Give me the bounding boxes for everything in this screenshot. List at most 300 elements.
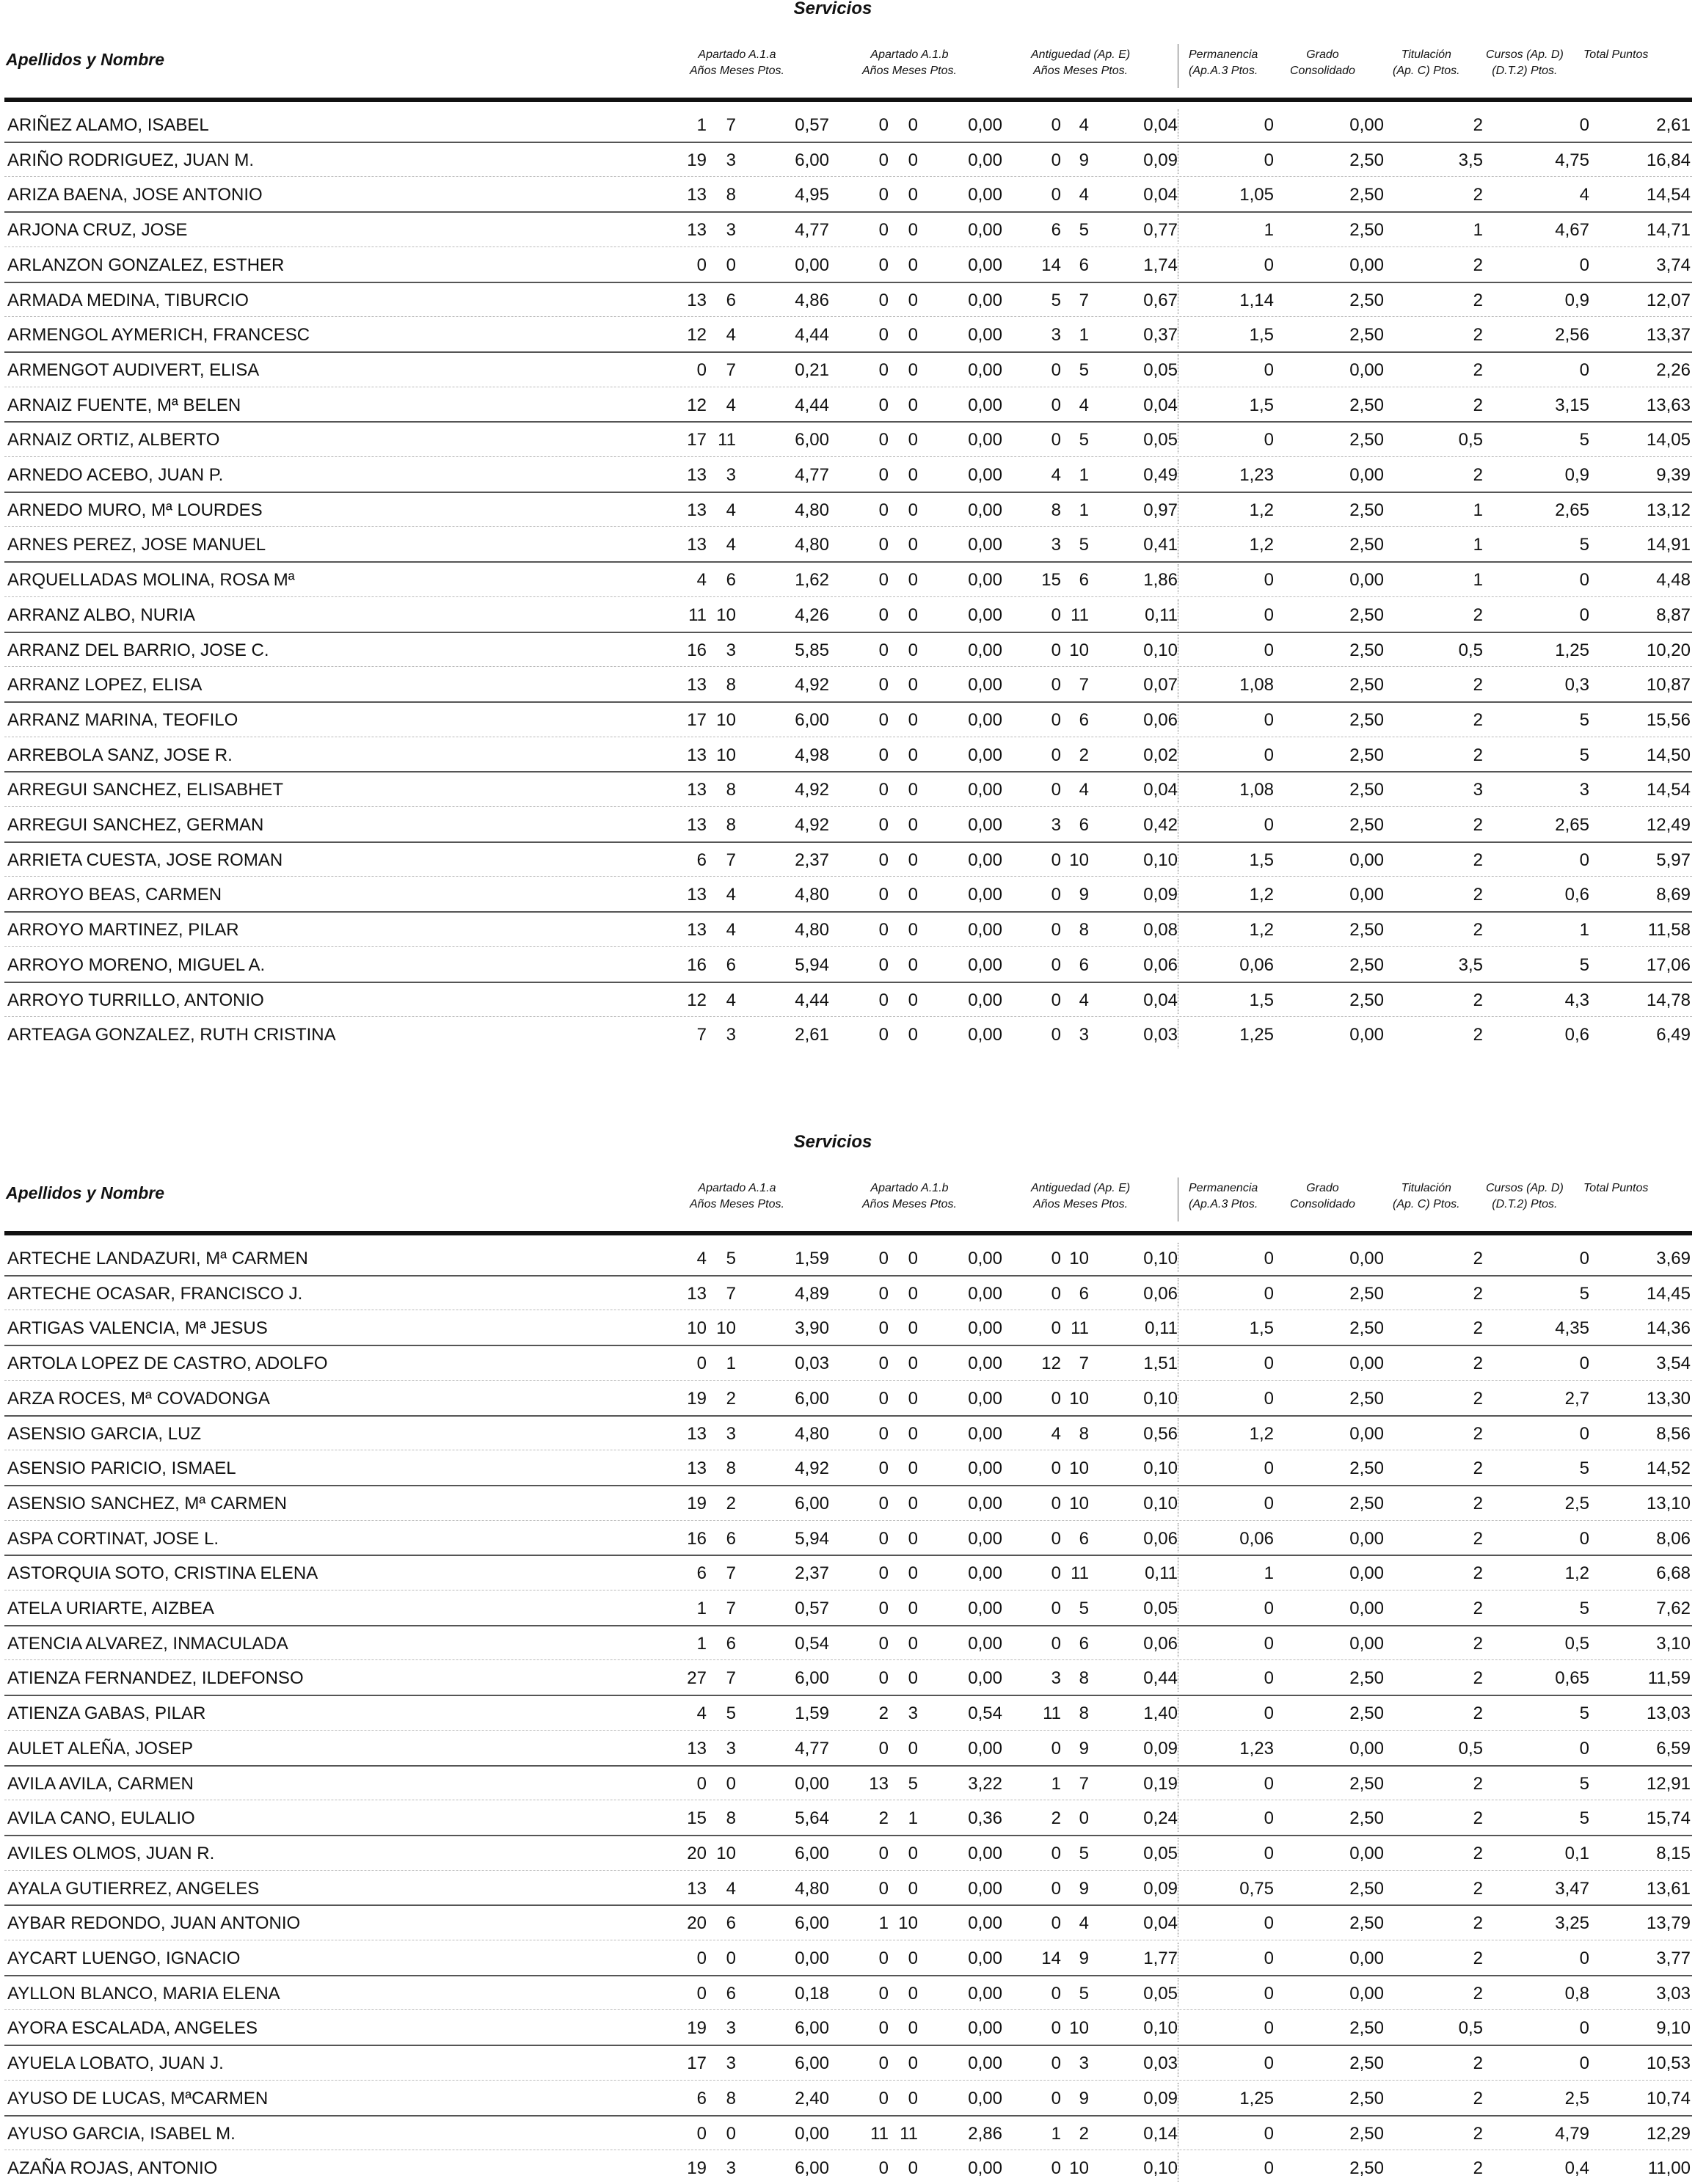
- cell-a1a-years: 7: [696, 1025, 707, 1045]
- cell-a1b-years: 0: [878, 2018, 889, 2039]
- cell-grado: 0,00: [1349, 1563, 1384, 1584]
- cell-antig-years: 0: [1051, 1878, 1061, 1899]
- cell-cursos: 5: [1579, 1703, 1589, 1724]
- cell-total: 10,20: [1646, 640, 1691, 660]
- cell-total: 14,78: [1646, 990, 1691, 1010]
- cell-antig-months: 9: [1079, 150, 1089, 170]
- table-row: [4, 2009, 1692, 2044]
- cell-antig-points: 0,09: [1143, 2088, 1178, 2108]
- cell-titulacion: 2: [1473, 885, 1483, 905]
- cell-antig-points: 0,67: [1143, 290, 1178, 310]
- cell-a1b-months: 0: [908, 465, 918, 485]
- cell-antig-years: 0: [1051, 430, 1061, 450]
- cell-name: AULET ALEÑA, JOSEP: [7, 1738, 193, 1758]
- cell-a1a-months: 8: [726, 1458, 736, 1479]
- cell-a1a-months: 8: [726, 1808, 736, 1829]
- cell-total: 13,03: [1646, 1703, 1691, 1724]
- cell-name: ASPA CORTINAT, JOSE L.: [7, 1528, 219, 1549]
- cell-total: 10,53: [1646, 2053, 1691, 2074]
- cell-titulacion: 0,5: [1458, 640, 1483, 660]
- cell-antig-points: 0,08: [1143, 920, 1178, 941]
- cell-antig-years: 0: [1051, 1913, 1061, 1934]
- cell-antig-months: 5: [1079, 1843, 1089, 1863]
- cell-a1b-months: 3: [908, 1703, 918, 1724]
- cell-antig-years: 14: [1041, 1949, 1061, 1968]
- cell-permanencia: 0: [1264, 1773, 1274, 1794]
- cell-cursos: 3: [1579, 780, 1589, 800]
- cell-total: 3,69: [1656, 1249, 1691, 1268]
- cell-titulacion: 0,5: [1458, 2018, 1483, 2039]
- cell-antig-months: 9: [1079, 1949, 1089, 1968]
- row-separator: [4, 1016, 1692, 1017]
- row-separator: [4, 2009, 1692, 2010]
- cell-a1b-months: 0: [908, 1493, 918, 1513]
- cell-antig-points: 0,11: [1145, 605, 1178, 625]
- cell-permanencia: 0: [1264, 570, 1274, 591]
- cell-antig-points: 0,49: [1143, 465, 1178, 485]
- header-permanencia: Permanencia (Ap.A.3 Ptos.: [1189, 1182, 1258, 1210]
- cell-a1b-months: 0: [908, 1458, 918, 1479]
- row-separator: [4, 806, 1692, 807]
- cell-a1a-months: 10: [716, 605, 736, 625]
- cell-name: AVILA AVILA, CARMEN: [7, 1773, 194, 1794]
- cell-titulacion: 1: [1473, 570, 1483, 591]
- cell-cursos: 2,5: [1564, 2088, 1589, 2108]
- row-separator: [4, 561, 1692, 563]
- cell-titulacion: 2: [1473, 920, 1483, 941]
- cell-grado: 2,50: [1349, 395, 1384, 415]
- row-separator: [4, 456, 1692, 457]
- cell-a1a-months: 4: [726, 500, 736, 520]
- cell-a1b-years: 0: [878, 640, 889, 660]
- cell-a1a-points: 0,00: [795, 1773, 829, 1794]
- cell-total: 17,06: [1646, 954, 1691, 975]
- cell-a1a-years: 10: [687, 1318, 707, 1339]
- cell-a1a-months: 5: [726, 1249, 736, 1268]
- cell-a1b-points: 0,00: [968, 1423, 1002, 1444]
- table-row: [4, 561, 1692, 596]
- cell-titulacion: 2: [1473, 990, 1483, 1010]
- cell-titulacion: 2: [1473, 850, 1483, 870]
- cell-a1b-months: 0: [908, 885, 918, 905]
- cell-total: 14,05: [1646, 430, 1691, 450]
- cell-a1b-months: 0: [908, 325, 918, 346]
- cell-grado: 2,50: [1349, 2053, 1384, 2074]
- table-row: [4, 1904, 1692, 1939]
- cell-total: 3,10: [1656, 1633, 1691, 1654]
- cell-a1a-months: 7: [726, 359, 736, 380]
- cell-a1a-points: 5,85: [795, 640, 829, 660]
- cell-total: 6,68: [1656, 1563, 1691, 1584]
- cell-grado: 0,00: [1349, 1599, 1384, 1618]
- table-row: [4, 1415, 1692, 1450]
- cell-titulacion: 2: [1473, 1458, 1483, 1479]
- cell-name: ARTEAGA GONZALEZ, RUTH CRISTINA: [7, 1025, 336, 1045]
- cell-antig-months: 1: [1079, 500, 1089, 520]
- cell-permanencia: 1,23: [1239, 1738, 1274, 1758]
- row-separator: [4, 1520, 1692, 1521]
- cell-a1a-points: 4,92: [795, 780, 829, 800]
- cell-a1a-years: 4: [696, 570, 707, 591]
- cell-grado: 0,00: [1349, 1528, 1384, 1549]
- cell-a1b-points: 0,00: [968, 850, 1002, 870]
- cell-a1b-years: 0: [878, 2053, 889, 2074]
- cell-permanencia: 1,5: [1249, 850, 1274, 870]
- cell-antig-months: 7: [1079, 1773, 1089, 1794]
- cell-total: 8,69: [1656, 885, 1691, 905]
- cell-name: AYALA GUTIERREZ, ANGELES: [7, 1878, 260, 1899]
- cell-antig-points: 0,09: [1143, 1878, 1178, 1899]
- cell-a1a-months: 3: [726, 2018, 736, 2039]
- cell-cursos: 4,75: [1555, 150, 1589, 170]
- header-antiguedad: Antiguedad (Ap. E) Años Meses Ptos.: [1031, 48, 1131, 77]
- cell-permanencia: 1: [1264, 1563, 1274, 1584]
- cell-cursos: 1: [1579, 920, 1589, 941]
- cell-name: ATELA URIARTE, AIZBEA: [7, 1599, 214, 1618]
- cell-a1b-points: 0,00: [968, 150, 1002, 170]
- cell-antig-months: 2: [1079, 2123, 1089, 2144]
- cell-titulacion: 0,5: [1458, 1738, 1483, 1758]
- table-row: [4, 1695, 1692, 1729]
- cell-a1a-months: 3: [726, 1025, 736, 1045]
- cell-a1b-years: 0: [878, 815, 889, 835]
- cell-grado: 0,00: [1349, 1843, 1384, 1863]
- table-row: [4, 2045, 1692, 2079]
- cell-a1a-months: 8: [726, 2088, 736, 2108]
- cell-a1a-points: 1,62: [795, 570, 829, 591]
- cell-name: ARMADA MEDINA, TIBURCIO: [7, 290, 249, 310]
- cell-a1b-years: 0: [878, 1318, 889, 1339]
- cell-a1b-points: 0,00: [968, 1913, 1002, 1934]
- cell-cursos: 0: [1579, 1423, 1589, 1444]
- cell-antig-points: 0,05: [1143, 1983, 1178, 2004]
- cell-permanencia: 0,06: [1239, 954, 1274, 975]
- cell-name: AYBAR REDONDO, JUAN ANTONIO: [7, 1913, 301, 1934]
- cell-a1a-points: 4,86: [795, 290, 829, 310]
- cell-antig-years: 1: [1051, 1773, 1061, 1794]
- cell-a1b-years: 0: [878, 325, 889, 346]
- cell-titulacion: 2: [1473, 359, 1483, 380]
- cell-permanencia: 0: [1264, 1458, 1274, 1479]
- cell-a1a-points: 6,00: [795, 2158, 829, 2179]
- cell-antig-months: 1: [1079, 465, 1089, 485]
- cell-antig-points: 0,56: [1143, 1423, 1178, 1444]
- cell-grado: 0,00: [1349, 1738, 1384, 1758]
- cell-a1b-points: 0,00: [968, 115, 1002, 135]
- cell-name: ARNAIZ ORTIZ, ALBERTO: [7, 430, 220, 450]
- cell-permanencia: 0: [1264, 1808, 1274, 1829]
- cell-name: AYUELA LOBATO, JUAN J.: [7, 2053, 224, 2074]
- header-grado: Grado Consolidado: [1290, 48, 1355, 77]
- cell-permanencia: 1,08: [1239, 675, 1274, 695]
- cell-total: 14,36: [1646, 1318, 1691, 1339]
- cell-a1a-months: 4: [726, 920, 736, 941]
- cell-total: 8,87: [1656, 605, 1691, 625]
- cell-titulacion: 2: [1473, 1843, 1483, 1863]
- cell-grado: 2,50: [1349, 185, 1384, 205]
- table-row: [4, 737, 1692, 771]
- cell-grado: 2,50: [1349, 535, 1384, 555]
- header-antiguedad: Antiguedad (Ap. E) Años Meses Ptos.: [1031, 1182, 1131, 1210]
- cell-a1b-months: 0: [908, 185, 918, 205]
- cell-total: 14,54: [1646, 185, 1691, 205]
- cell-permanencia: 1,2: [1249, 920, 1274, 941]
- cell-permanencia: 0: [1264, 745, 1274, 765]
- table-row: [4, 2150, 1692, 2184]
- cell-a1b-months: 10: [898, 1913, 918, 1934]
- header-grado: Grado Consolidado: [1290, 1182, 1355, 1210]
- row-separator: [4, 1975, 1692, 1976]
- cell-a1a-points: 4,80: [795, 1423, 829, 1444]
- cell-permanencia: 0,75: [1239, 1878, 1274, 1899]
- cell-grado: 2,50: [1349, 290, 1384, 310]
- cell-a1a-points: 2,61: [795, 1025, 829, 1045]
- cell-cursos: 0: [1579, 115, 1589, 135]
- cell-a1a-points: 4,77: [795, 1738, 829, 1758]
- cell-grado: 2,50: [1349, 675, 1384, 695]
- row-separator: [4, 1904, 1692, 1906]
- cell-total: 12,91: [1646, 1773, 1691, 1794]
- cell-a1a-months: 6: [726, 1528, 736, 1549]
- cell-a1b-months: 0: [908, 1633, 918, 1654]
- cell-a1b-years: 0: [878, 465, 889, 485]
- cell-total: 8,15: [1656, 1843, 1691, 1863]
- cell-total: 13,30: [1646, 1388, 1691, 1409]
- cell-name: ATENCIA ALVAREZ, INMACULADA: [7, 1633, 288, 1654]
- cell-permanencia: 1,14: [1239, 290, 1274, 310]
- cell-antig-points: 0,06: [1143, 954, 1178, 975]
- cell-antig-points: 0,42: [1143, 815, 1178, 835]
- cell-a1a-months: 1: [726, 1354, 736, 1374]
- cell-permanencia: 0: [1264, 2158, 1274, 2179]
- cell-permanencia: 0: [1264, 1283, 1274, 1304]
- cell-antig-months: 6: [1079, 954, 1089, 975]
- cell-cursos: 5: [1579, 1599, 1589, 1618]
- cell-grado: 0,00: [1349, 255, 1384, 275]
- cell-a1b-points: 0,00: [968, 1599, 1002, 1618]
- table-row: [4, 632, 1692, 666]
- cell-a1b-years: 1: [878, 1913, 889, 1934]
- cell-cursos: 5: [1579, 709, 1589, 730]
- cell-a1b-years: 0: [878, 1388, 889, 1409]
- cell-antig-points: 0,19: [1143, 1773, 1178, 1794]
- cell-antig-years: 0: [1051, 2018, 1061, 2039]
- cell-a1a-points: 6,00: [795, 1493, 829, 1513]
- cell-a1b-months: 0: [908, 1668, 918, 1689]
- cell-a1a-points: 0,00: [795, 255, 829, 275]
- cell-a1a-years: 0: [696, 1773, 707, 1794]
- cell-titulacion: 2: [1473, 1493, 1483, 1513]
- table-row: [4, 316, 1692, 351]
- cell-a1a-years: 16: [687, 954, 707, 975]
- cell-permanencia: 0: [1264, 709, 1274, 730]
- cell-antig-points: 0,10: [1143, 640, 1178, 660]
- cell-antig-years: 0: [1051, 1249, 1061, 1268]
- cell-permanencia: 0: [1264, 359, 1274, 380]
- cell-a1a-years: 1: [696, 115, 707, 135]
- cell-antig-points: 0,06: [1143, 1283, 1178, 1304]
- cell-a1b-months: 0: [908, 1599, 918, 1618]
- cell-a1a-points: 4,26: [795, 605, 829, 625]
- cell-a1b-years: 0: [878, 1563, 889, 1584]
- table-row: [4, 982, 1692, 1016]
- cell-a1a-months: 7: [726, 1283, 736, 1304]
- cell-titulacion: 2: [1473, 115, 1483, 135]
- cell-permanencia: 0: [1264, 150, 1274, 170]
- cell-antig-years: 0: [1051, 395, 1061, 415]
- cell-total: 12,29: [1646, 2123, 1691, 2144]
- cell-antig-points: 0,06: [1143, 709, 1178, 730]
- cell-a1b-points: 0,00: [968, 500, 1002, 520]
- cell-grado: 2,50: [1349, 2018, 1384, 2039]
- cell-antig-years: 1: [1051, 2123, 1061, 2144]
- cell-antig-months: 10: [1069, 640, 1089, 660]
- cell-antig-years: 6: [1051, 220, 1061, 241]
- cell-a1b-points: 0,00: [968, 359, 1002, 380]
- cell-grado: 0,00: [1349, 1423, 1384, 1444]
- cell-grado: 2,50: [1349, 815, 1384, 835]
- cell-titulacion: 2: [1473, 1668, 1483, 1689]
- cell-a1a-years: 13: [687, 1738, 707, 1758]
- cell-a1a-years: 13: [687, 1423, 707, 1444]
- cell-antig-months: 5: [1079, 220, 1089, 241]
- table-row: [4, 1835, 1692, 1869]
- cell-a1b-years: 0: [878, 2158, 889, 2179]
- table-row: [4, 387, 1692, 421]
- cell-a1a-months: 3: [726, 220, 736, 241]
- cell-cursos: 0: [1579, 1949, 1589, 1968]
- cell-total: 14,52: [1646, 1458, 1691, 1479]
- cell-cursos: 2,7: [1564, 1388, 1589, 1409]
- cell-a1a-months: 10: [716, 709, 736, 730]
- cell-a1a-points: 4,80: [795, 500, 829, 520]
- cell-a1b-points: 0,00: [968, 1738, 1002, 1758]
- cell-antig-months: 10: [1069, 2158, 1089, 2179]
- cell-a1a-months: 4: [726, 990, 736, 1010]
- cell-a1a-points: 6,00: [795, 1388, 829, 1409]
- cell-a1b-years: 0: [878, 430, 889, 450]
- cell-grado: 2,50: [1349, 500, 1384, 520]
- header-rule: [4, 98, 1692, 102]
- header-name: Apellidos y Nombre: [6, 50, 164, 69]
- cell-antig-points: 1,77: [1143, 1949, 1178, 1968]
- cell-a1b-months: 0: [908, 1949, 918, 1968]
- cell-a1b-points: 0,00: [968, 290, 1002, 310]
- cell-a1b-months: 0: [908, 2088, 918, 2108]
- cell-a1b-years: 0: [878, 1878, 889, 1899]
- cell-permanencia: 0: [1264, 2123, 1274, 2144]
- cell-a1b-points: 0,00: [968, 185, 1002, 205]
- cell-antig-months: 4: [1079, 395, 1089, 415]
- cell-cursos: 1,2: [1564, 1563, 1589, 1584]
- cell-titulacion: 0,5: [1458, 430, 1483, 450]
- cell-antig-years: 15: [1041, 570, 1061, 591]
- cell-antig-months: 10: [1069, 1388, 1089, 1409]
- cell-antig-months: 6: [1079, 709, 1089, 730]
- cell-permanencia: 0: [1264, 640, 1274, 660]
- cell-a1b-years: 0: [878, 885, 889, 905]
- cell-a1b-months: 0: [908, 570, 918, 591]
- cell-cursos: 3,25: [1555, 1913, 1589, 1934]
- cell-a1a-years: 13: [687, 1878, 707, 1899]
- cell-a1a-months: 3: [726, 2158, 736, 2179]
- cell-a1b-points: 0,00: [968, 1843, 1002, 1863]
- row-separator: [4, 1485, 1692, 1486]
- cell-grado: 2,50: [1349, 1668, 1384, 1689]
- cell-antig-years: 14: [1041, 255, 1061, 275]
- table-row: [4, 1345, 1692, 1379]
- cell-antig-months: 3: [1079, 2053, 1089, 2074]
- cell-antig-points: 0,02: [1143, 745, 1178, 765]
- cell-name: ARLANZON GONZALEZ, ESTHER: [7, 255, 285, 275]
- cell-a1b-months: 0: [908, 220, 918, 241]
- cell-permanencia: 1,5: [1249, 990, 1274, 1010]
- cell-permanencia: 1: [1264, 220, 1274, 241]
- cell-a1a-points: 4,80: [795, 535, 829, 555]
- cell-antig-points: 1,40: [1143, 1703, 1178, 1724]
- cell-titulacion: 2: [1473, 1318, 1483, 1339]
- cell-a1b-points: 0,00: [968, 1949, 1002, 1968]
- cell-grado: 2,50: [1349, 1703, 1384, 1724]
- cell-a1b-points: 0,00: [968, 1983, 1002, 2004]
- cell-a1a-points: 4,92: [795, 675, 829, 695]
- cell-a1a-months: 3: [726, 1423, 736, 1444]
- cell-antig-points: 0,04: [1143, 1913, 1178, 1934]
- cell-antig-years: 0: [1051, 1528, 1061, 1549]
- cell-a1b-points: 0,00: [968, 1563, 1002, 1584]
- cell-a1a-points: 4,44: [795, 990, 829, 1010]
- table-row: [4, 1870, 1692, 1904]
- cell-titulacion: 2: [1473, 1773, 1483, 1794]
- cell-a1a-months: 2: [726, 1388, 736, 1409]
- cell-a1a-years: 13: [687, 290, 707, 310]
- cell-antig-years: 3: [1051, 815, 1061, 835]
- cell-name: ARROYO MORENO, MIGUEL A.: [7, 954, 266, 975]
- cell-a1a-points: 4,44: [795, 325, 829, 346]
- table-row: [4, 1380, 1692, 1414]
- header-name: Apellidos y Nombre: [6, 1183, 164, 1202]
- cell-a1a-years: 13: [687, 780, 707, 800]
- cell-titulacion: 2: [1473, 745, 1483, 765]
- cell-titulacion: 2: [1473, 815, 1483, 835]
- cell-a1b-months: 0: [908, 359, 918, 380]
- cell-a1a-points: 4,44: [795, 395, 829, 415]
- cell-grado: 0,00: [1349, 465, 1384, 485]
- cell-a1b-years: 0: [878, 1599, 889, 1618]
- cell-a1a-points: 6,00: [795, 430, 829, 450]
- cell-grado: 2,50: [1349, 1808, 1384, 1829]
- cell-antig-months: 7: [1079, 290, 1089, 310]
- cell-grado: 2,50: [1349, 2158, 1384, 2179]
- cell-grado: 0,00: [1349, 1633, 1384, 1654]
- cell-a1a-points: 4,80: [795, 885, 829, 905]
- cell-grado: 2,50: [1349, 640, 1384, 660]
- cell-antig-years: 0: [1051, 709, 1061, 730]
- cell-total: 4,48: [1656, 570, 1691, 591]
- cell-a1a-months: 4: [726, 395, 736, 415]
- cell-a1a-months: 10: [716, 1318, 736, 1339]
- cell-a1b-points: 0,00: [968, 1458, 1002, 1479]
- cell-cursos: 0: [1579, 2018, 1589, 2039]
- cell-titulacion: 1: [1473, 220, 1483, 241]
- cell-grado: 2,50: [1349, 220, 1384, 241]
- cell-grado: 0,00: [1349, 570, 1384, 591]
- cell-antig-years: 0: [1051, 1599, 1061, 1618]
- cell-a1b-years: 0: [878, 220, 889, 241]
- cell-a1a-years: 0: [696, 1354, 707, 1374]
- cell-grado: 0,00: [1349, 115, 1384, 135]
- cell-name: ARNAIZ FUENTE, Mª BELEN: [7, 395, 241, 415]
